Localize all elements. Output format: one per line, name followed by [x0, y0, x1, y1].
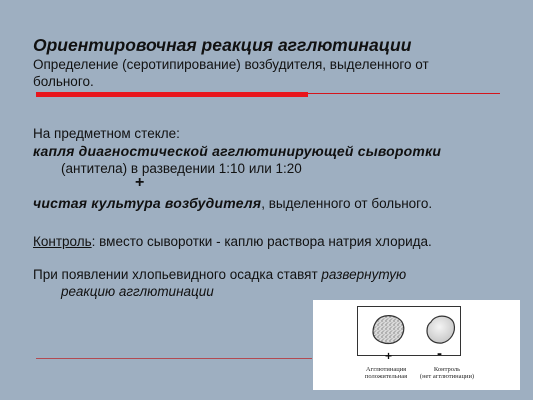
control-label: Контроль — [33, 234, 92, 249]
accent-rule — [36, 92, 308, 97]
slide-glass-label: На предметном стекле: — [33, 126, 180, 141]
negative-caption-line-2: (нет агглютинации) — [419, 373, 475, 380]
positive-sign: + — [385, 349, 393, 363]
serum-drop-detail: (антитела) в разведении 1:10 или 1:20 — [61, 161, 302, 176]
serum-drop-paragraph — [33, 143, 503, 177]
positive-drop-icon — [373, 316, 404, 344]
bottom-rule — [36, 358, 312, 359]
culture-bold: чистая культура возбудителя — [33, 195, 262, 211]
result-italic-2: реакцию агглютинации — [61, 284, 214, 299]
negative-caption — [417, 366, 477, 380]
accent-rule-thin — [308, 93, 500, 94]
plus-sign: + — [135, 174, 145, 191]
negative-sign: - — [437, 345, 442, 362]
agglutination-figure — [313, 300, 520, 390]
culture-detail: , выделенного от больного. — [261, 196, 433, 211]
control-paragraph — [33, 233, 432, 250]
result-paragraph — [33, 266, 473, 300]
positive-caption — [357, 366, 415, 380]
positive-caption-line-1: Агглютинация — [365, 366, 407, 373]
culture-paragraph — [33, 195, 432, 212]
positive-caption-line-2: положительная — [364, 373, 408, 380]
slide-title: Ориентировочная реакция агглютинации — [33, 35, 412, 55]
result-italic-1: развернутую — [321, 267, 407, 282]
serum-drop-bold: капля диагностической агглютинирующей сыворотки — [33, 143, 442, 159]
slide-subtitle: Определение (серотипирование) возбудителя, выделенного от больного. — [33, 57, 429, 89]
negative-drop-icon — [427, 316, 454, 343]
control-detail: : вместо сыворотки - каплю раствора натрия хлорида. — [91, 234, 432, 249]
negative-caption-line-1: Контроль — [433, 366, 461, 373]
result-start: При появлении хлопьевидного осадка ставят — [33, 267, 322, 282]
